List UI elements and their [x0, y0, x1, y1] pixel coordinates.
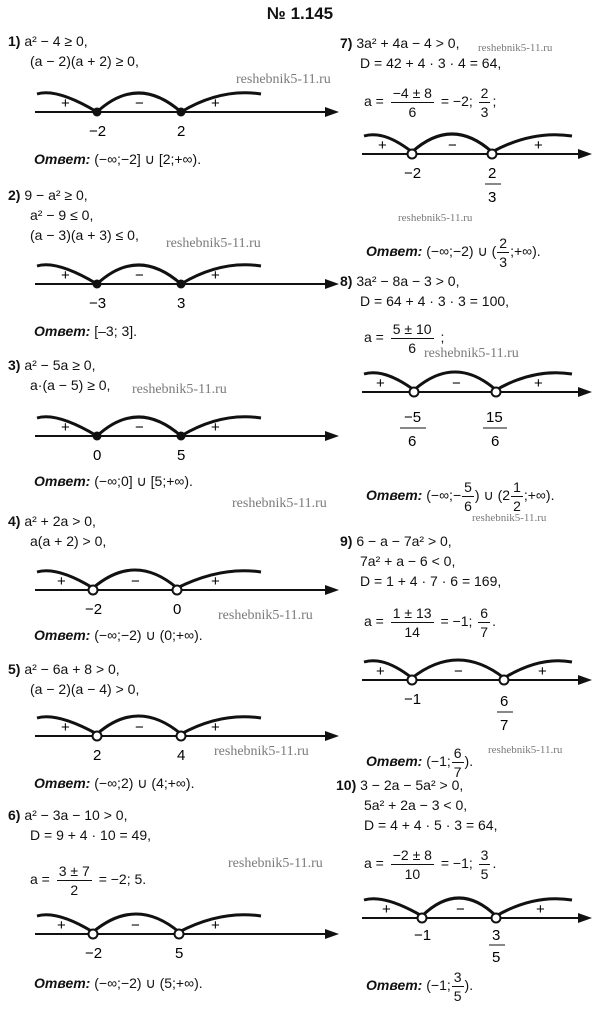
problem-number: 5) — [8, 661, 21, 677]
sign-minus: − — [135, 267, 144, 284]
roots-formula: a = $\frac{3 \pm 7}{2}$ = −2; 5. — [30, 863, 147, 898]
answer-label: Ответ: — [34, 151, 91, 167]
watermark: reshebnik5-11.ru — [488, 744, 563, 756]
answer-label: Ответ: — [366, 753, 423, 770]
math-line: D = 1 + 4 · 7 · 6 = 169, — [360, 573, 502, 589]
sign-plus: + — [378, 137, 387, 154]
answer-label: Ответ: — [34, 975, 91, 991]
point-label: −3 — [89, 295, 107, 312]
sign-plus: + — [61, 419, 70, 436]
point-label: 0 — [93, 447, 102, 464]
sign-plus: + — [61, 719, 70, 736]
sign-minus: − — [456, 901, 465, 918]
roots-formula: a = $\frac{5 \pm 10}{6}$ ; — [364, 321, 445, 356]
problem-number: 4) — [8, 513, 21, 529]
math-line: (a − 2)(a + 2) ≥ 0, — [30, 53, 139, 69]
watermark: reshebnik5-11.ru — [472, 512, 547, 524]
sign-plus: + — [57, 917, 66, 934]
problem-number: 1) — [8, 33, 21, 49]
problem-number: 7) — [340, 35, 353, 51]
sign-minus: − — [452, 375, 461, 392]
sign-plus: + — [211, 719, 220, 736]
math-line: a² − 6a + 8 > 0, — [24, 661, 120, 677]
math-line: a(a + 2) > 0, — [30, 533, 107, 549]
sign-minus: − — [131, 573, 140, 590]
math-line: D = 9 + 4 · 10 = 49, — [30, 827, 152, 843]
watermark: reshebnik5-11.ru — [232, 496, 327, 511]
math-line: 7a² + a − 6 < 0, — [360, 553, 456, 569]
sign-plus: + — [211, 419, 220, 436]
point-label: −2 — [89, 123, 107, 140]
math-line: D = 42 + 4 · 3 · 4 = 64, — [360, 55, 502, 71]
point-label-den: 6 — [408, 433, 417, 450]
math-line: (a − 3)(a + 3) ≤ 0, — [30, 227, 139, 243]
sign-plus: + — [536, 901, 545, 918]
sign-plus: + — [211, 95, 220, 112]
math-line: a² − 5a ≥ 0, — [24, 357, 96, 373]
watermark: reshebnik5-11.ru — [398, 212, 473, 224]
watermark: reshebnik5-11.ru — [166, 236, 261, 251]
problem-number: 8) — [340, 273, 353, 289]
watermark: reshebnik5-11.ru — [424, 346, 519, 361]
point-label-den: 5 — [492, 949, 501, 966]
number-line-5 — [35, 704, 340, 774]
answer-value: (−∞;−2] ∪ [2;+∞). — [94, 151, 202, 167]
sign-plus: + — [61, 267, 70, 284]
answer-value: [–3; 3]. — [94, 323, 138, 339]
point-label: −2 — [404, 165, 422, 182]
point-label: 2 — [93, 747, 102, 764]
number-line-10 — [362, 886, 592, 966]
sign-minus: − — [131, 917, 140, 934]
sign-minus: − — [135, 419, 144, 436]
number-line-7 — [362, 122, 592, 212]
watermark: reshebnik5-11.ru — [478, 42, 553, 54]
math-line: a² − 4 ≥ 0, — [24, 33, 88, 49]
watermark: reshebnik5-11.ru — [214, 744, 309, 759]
point-label: −1 — [414, 927, 432, 944]
number-line-2 — [35, 252, 340, 322]
point-label-num: 2 — [488, 165, 497, 182]
math-line: 3a² + 4a − 4 > 0, — [356, 35, 460, 51]
sign-plus: + — [534, 137, 543, 154]
answer-label: Ответ: — [366, 487, 423, 504]
answer-value: (−∞;0] ∪ [5;+∞). — [94, 473, 193, 489]
number-line-3 — [35, 404, 340, 474]
answer-value: (−∞;−2) ∪ ( $\frac{2}{3}$ ;+∞). — [426, 235, 541, 270]
sign-plus: + — [538, 663, 547, 680]
sign-plus: + — [211, 917, 220, 934]
answer-label: Ответ: — [366, 243, 423, 260]
point-label: −1 — [404, 691, 422, 708]
roots-formula: a = $\frac{-4 \pm 8}{6}$ = −2; $\frac{2}{3}$ ; — [364, 85, 497, 120]
answer-label: Ответ: — [34, 775, 91, 791]
problem-number: 10) — [336, 777, 357, 793]
answer-label: Ответ: — [34, 473, 91, 489]
roots-formula: a = $\frac{-2 \pm 8}{10}$ = −1; $\frac{3}{5}$ . — [364, 847, 497, 882]
point-label: −2 — [85, 945, 103, 962]
sign-minus: − — [448, 137, 457, 154]
point-label: 2 — [177, 123, 186, 140]
point-label-den: 7 — [500, 717, 509, 734]
math-line: 3a² − 8a − 3 > 0, — [356, 273, 460, 289]
number-line-6 — [35, 902, 340, 972]
sign-plus: + — [61, 95, 70, 112]
sign-plus: + — [376, 663, 385, 680]
point-label-num: 6 — [500, 693, 509, 710]
point-label-den: 3 — [488, 189, 497, 206]
point-label-den: 6 — [491, 433, 500, 450]
problem-number: 6) — [8, 807, 21, 823]
point-label-num: −5 — [404, 409, 422, 426]
sign-plus: + — [57, 573, 66, 590]
answer-value: (−∞;2) ∪ (4;+∞). — [94, 775, 195, 791]
answer-value: (−1; $\frac{6}{7}$ ). — [426, 745, 474, 780]
number-line-9 — [362, 648, 592, 738]
watermark: reshebnik5-11.ru — [228, 856, 323, 871]
answer-value: (−∞;−2) ∪ (0;+∞). — [94, 627, 203, 643]
watermark: reshebnik5-11.ru — [218, 608, 313, 623]
point-label: 0 — [173, 601, 182, 618]
math-line: a·(a − 5) ≥ 0, — [30, 377, 111, 393]
point-label: 5 — [177, 447, 186, 464]
answer-value: (−∞;−2) ∪ (5;+∞). — [94, 975, 203, 991]
roots-formula: a = $\frac{1 \pm 13}{14}$ = −1; $\frac{6}{7}$ . — [364, 605, 496, 640]
problem-number: 3) — [8, 357, 21, 373]
watermark: reshebnik5-11.ru — [236, 72, 331, 87]
math-line: (a − 2)(a − 4) > 0, — [30, 681, 140, 697]
math-line: a² + 2a > 0, — [24, 513, 96, 529]
math-line: D = 64 + 4 · 3 · 3 = 100, — [360, 293, 510, 309]
problem-number: 9) — [340, 533, 353, 549]
point-label-num: 3 — [492, 927, 501, 944]
math-line: 6 − a − 7a² > 0, — [356, 533, 452, 549]
answer-value: (−∞;− $\frac{5}{6}$ ) ∪ (2 $\frac{1}{2}$ ;+∞). — [426, 479, 555, 514]
watermark: reshebnik5-11.ru — [132, 382, 227, 397]
answer-label: Ответ: — [34, 323, 91, 339]
number-line-8 — [362, 360, 592, 460]
point-label: 3 — [177, 295, 186, 312]
answer-value: (−1; $\frac{3}{5}$ ). — [426, 969, 474, 1004]
point-label-num: 15 — [486, 409, 503, 426]
point-label: 5 — [175, 945, 184, 962]
answer-label: Ответ: — [366, 977, 423, 994]
sign-plus: + — [534, 375, 543, 392]
point-label: −2 — [85, 601, 103, 618]
answer-label: Ответ: — [34, 627, 91, 643]
sign-plus: + — [376, 375, 385, 392]
math-line: 5a² + 2a − 3 < 0, — [364, 797, 468, 813]
math-line: 3 − 2a − 5a² > 0, — [360, 777, 464, 793]
sign-minus: − — [454, 663, 463, 680]
math-line: a² − 9 ≤ 0, — [30, 207, 94, 223]
math-line: 9 − a² ≥ 0, — [24, 187, 88, 203]
sign-minus: − — [135, 719, 144, 736]
problem-number: 2) — [8, 187, 21, 203]
sign-plus: + — [211, 267, 220, 284]
number-line-1 — [35, 80, 340, 150]
point-label: 4 — [177, 747, 186, 764]
math-line: D = 4 + 4 · 5 · 3 = 64, — [364, 817, 498, 833]
page-title: № 1.145 — [266, 4, 334, 23]
sign-plus: + — [211, 573, 220, 590]
sign-plus: + — [382, 901, 391, 918]
math-line: a² − 3a − 10 > 0, — [24, 807, 128, 823]
sign-minus: − — [135, 95, 144, 112]
